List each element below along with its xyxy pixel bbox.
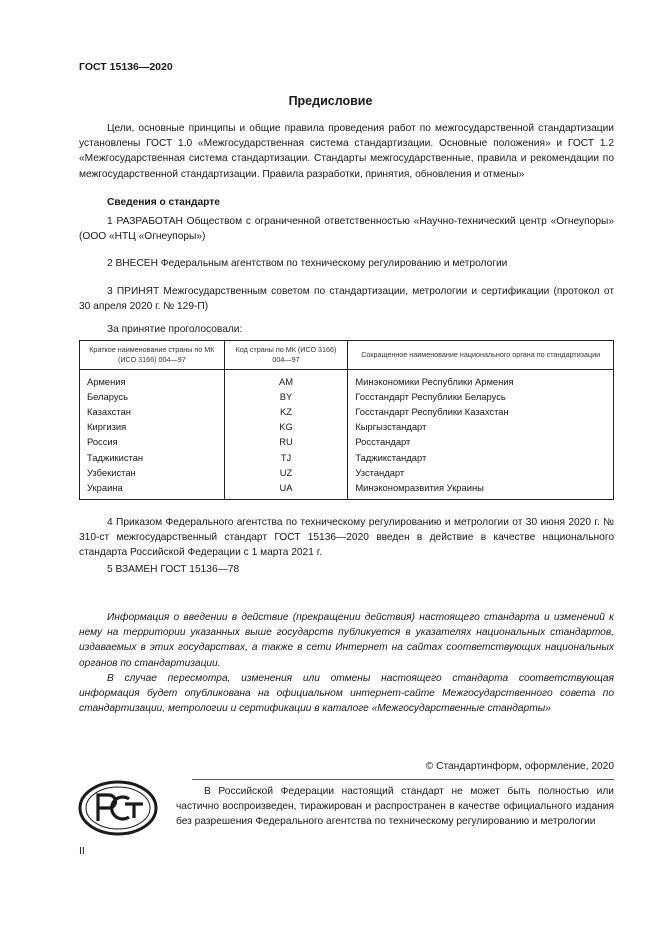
table-row [80,404,614,419]
section-title: Сведения о стандарте [107,197,220,208]
standards-body: Кыргызстандарт [348,419,614,434]
table-row [80,419,614,434]
country-name: Узбекистан [80,465,225,480]
country-code: KG [224,419,348,434]
standards-body: Минэкономики Республики Армения [348,370,614,390]
item-adopted: 3 ПРИНЯТ Межгосударственным советом по стандартизации, метрологии и сертификации (протокол от 30 апреля 2020 г. № 129-П) [79,286,614,313]
item-replaces: 5 ВЗАМЕН ГОСТ 15136—78 [107,564,240,575]
header-country-name: Краткое наименование страны по МК (ИСО 3166) 004—97 [80,341,225,370]
header-country-code: Код страны по МК (ИСО 3166) 004—97 [224,341,348,370]
country-name: Россия [80,434,225,449]
country-name: Киргизия [80,419,225,434]
copyright-line: © Стандартинформ, оформление, 2020 [425,761,614,772]
voted-label: За принятие проголосовали: [107,324,243,335]
country-code: UZ [224,465,348,480]
rst-logo [78,780,158,836]
intro-paragraph: Цели, основные принципы и общие правила проведения работ по межгосударственной стандартизации установлены ГОСТ 1.0 «Межгосударственная система стандартизации. Основные положения» и ГОСТ 1.2 «Межгосударственная система стандартизации. Стандарты межгосударственные, правила и рекомендации по межгосударственной стандартизации. Правила разработки, принятия, обновления и отмены» [79,123,614,180]
table-row [80,389,614,404]
item-order: 4 Приказом Федерального агентства по техническому регулированию и метрологии от 30 июня 2020 г. № 310-ст межгосударственный стандарт ГОСТ 15136—2020 введен в действие в качестве национального стандарта Российской Федерации с 1 марта 2021 г. [79,517,614,559]
standards-body: Госстандарт Республики Казахстан [348,404,614,419]
table-header-row [80,341,614,370]
standards-body: Минэкономразвития Украины [348,480,614,500]
page-title: Предисловие [288,94,373,108]
country-code: TJ [224,449,348,464]
country-code: UA [224,480,348,500]
info-paragraph-1: Информация о введении в действие (прекращении действия) настоящего стандарта и изменений к нему на территории указанных выше государств публикуется в указателях национальных стандартов, издаваемых в этих государствах, а также в сети Интернет на сайтах соответствующих национальных органов по стандартизации. [79,612,614,669]
notice-separator [192,779,614,780]
copyright-notice: В Российской Федерации настоящий стандарт не может быть полностью или частично воспроизведен, тиражирован и распространен в качестве официального издания без разрешения Федерального агентства по техническому регулированию и метрологии [176,786,614,827]
table-row [80,465,614,480]
country-code: BY [224,389,348,404]
document-code: ГОСТ 15136—2020 [79,61,173,73]
country-name: Таджикистан [80,449,225,464]
country-name: Армения [80,370,225,390]
standards-body: Таджикстандарт [348,449,614,464]
item-developed: 1 РАЗРАБОТАН Обществом с ограниченной ответственностью «Научно-технический центр «Огнеупоры» (ООО «НТЦ «Огнеупоры») [79,216,614,243]
country-name: Казахстан [80,404,225,419]
standards-body: Госстандарт Республики Беларусь [348,389,614,404]
table-row [80,370,614,390]
countries-table [79,340,614,500]
table-row [80,449,614,464]
table-row [80,434,614,449]
country-name: Украина [80,480,225,500]
table-row [80,480,614,500]
page-number: II [79,845,85,857]
info-paragraph-2: В случае пересмотра, изменения или отмены настоящего стандарта соответствующая информация будет опубликована на официальном интернет-сайте Межгосударственного совета по стандартизации, метрологии и сертификации в каталоге «Межгосударственные стандарты» [79,673,614,715]
header-standards-body: Сокращенное наименование национального органа по стандартизации [348,341,614,370]
item-introduced: 2 ВНЕСЕН Федеральным агентством по техническому регулированию и метрологии [107,258,508,269]
country-code: AM [224,370,348,390]
country-name: Беларусь [80,389,225,404]
country-code: KZ [224,404,348,419]
standards-body: Узстандарт [348,465,614,480]
country-code: RU [224,434,348,449]
standards-body: Росстандарт [348,434,614,449]
